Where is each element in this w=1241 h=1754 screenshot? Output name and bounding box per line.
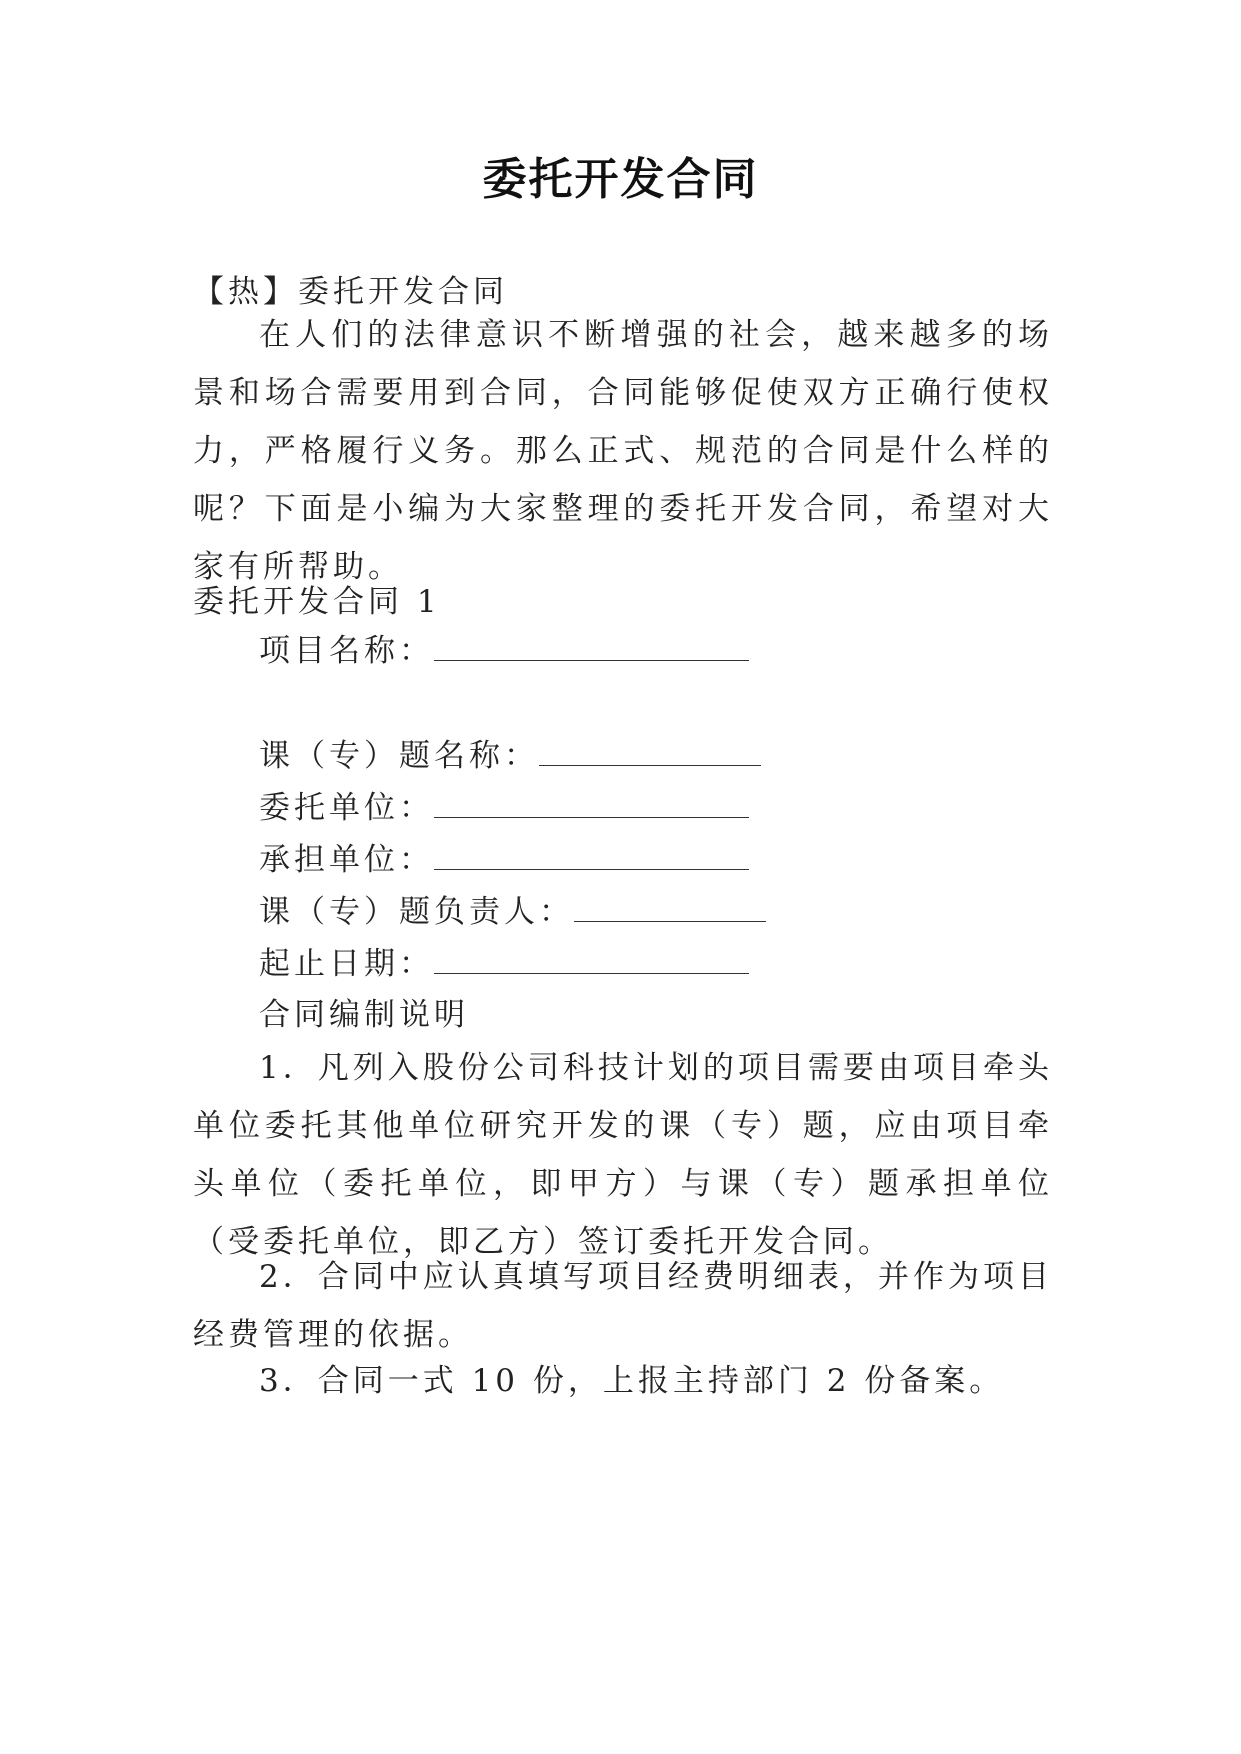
topic-name-field: [259, 735, 761, 776]
contractor-blank: [434, 839, 749, 870]
contractor-field: [259, 839, 749, 880]
project-name-field: [259, 630, 749, 671]
project-name-label: 项目名称：: [259, 633, 434, 669]
topic-leader-field: [259, 891, 766, 932]
project-name-blank: [434, 630, 749, 661]
dates-label: 起止日期：: [259, 946, 434, 982]
dates-field: [259, 943, 749, 984]
document-subtitle: 【热】委托开发合同: [193, 274, 508, 310]
client-label: 委托单位：: [259, 790, 434, 826]
note-item-3: 3．合同一式 10 份，上报主持部门 2 份备案。: [259, 1363, 1005, 1399]
topic-name-label: 课（专）题名称：: [259, 738, 539, 774]
note-item-1: 1．凡列入股份公司科技计划的项目需要由项目牵头单位委托其他单位研究开发的课（专）题，应由项目牵头单位（委托单位，即甲方）与课（专）题承担单位（受委托单位，即乙方）签订委托开发合同。: [193, 1050, 1053, 1260]
section-heading: 委托开发合同 1: [193, 584, 441, 620]
note-item-2: 2．合同中应认真填写项目经费明细表，并作为项目经费管理的依据。: [193, 1259, 1053, 1353]
contractor-label: 承担单位：: [259, 842, 434, 878]
document-title: 委托开发合同: [482, 154, 759, 205]
topic-name-blank: [539, 735, 761, 766]
topic-leader-blank: [574, 891, 766, 922]
dates-blank: [434, 943, 749, 974]
topic-leader-label: 课（专）题负责人：: [259, 894, 574, 930]
client-blank: [434, 787, 749, 818]
intro-paragraph: 在人们的法律意识不断增强的社会，越来越多的场景和场合需要用到合同，合同能够促使双方正确行使权力，严格履行义务。那么正式、规范的合同是什么样的呢？下面是小编为大家整理的委托开发合同，希望对大家有所帮助。: [193, 317, 1053, 585]
client-field: [259, 787, 749, 828]
notes-heading: 合同编制说明: [259, 997, 469, 1033]
